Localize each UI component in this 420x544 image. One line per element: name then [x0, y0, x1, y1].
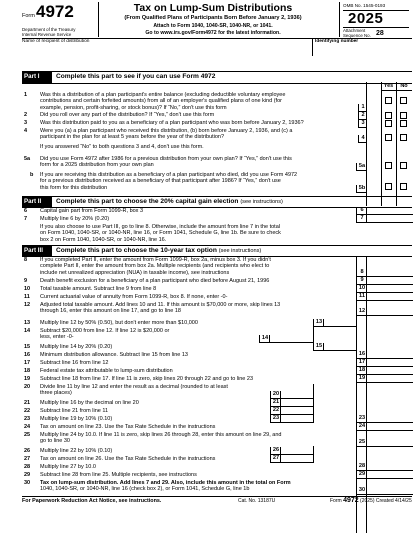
line-20-amount[interactable]: [280, 391, 314, 399]
line-30-text-b: 1040, 1040-SR, or 1040-NR, line 16 (check box 2), or Form 1041, Schedule G, line 1b: [40, 486, 250, 493]
line-30-num: 30: [24, 480, 31, 486]
line-5b-yes-checkbox[interactable]: [385, 183, 392, 190]
line-2-yes-checkbox[interactable]: [385, 112, 392, 119]
line-20-text: [40, 384, 228, 397]
part3-title-wrap: [56, 246, 261, 256]
footer-form-ref: [330, 497, 412, 504]
line-13-num: 13: [24, 320, 31, 326]
line-4-text-a: Were you (a) a plan participant who received this distribution, (b) born before January 2, 1936, and (c) a: [40, 128, 293, 134]
yesno-rule: [381, 90, 412, 91]
line-5a-text-b: form for a 2025 distribution from your own plan: [40, 162, 154, 169]
line-23-num: 23: [24, 416, 31, 422]
line-1-text: [40, 92, 285, 111]
line-29-amount[interactable]: [366, 471, 413, 479]
line-2-box: 2: [358, 112, 367, 120]
line-8-text: [40, 257, 271, 276]
line-28-num: 28: [24, 464, 31, 470]
form-subtitle: (From Qualified Plans of Participants Born Before January 2, 1936): [124, 15, 302, 21]
line-1-yes-checkbox[interactable]: [385, 97, 392, 104]
line-11-text: Current actuarial value of annuity from Form 1099-R, box 8. If none, enter -0-: [40, 294, 228, 300]
line-2-num: 2: [24, 112, 28, 118]
line-22-text: Subtract line 21 from line 11: [40, 408, 109, 414]
part2-title-note: (see instructions): [240, 199, 283, 205]
line-6-num: 6: [24, 208, 28, 214]
line-1-text-c: example, pension, profit-sharing, or stock bonus)? If “No,” don't use this form: [40, 104, 227, 111]
line-19-amount[interactable]: [366, 375, 413, 383]
line-20: [22, 384, 412, 398]
line-23-divider: [313, 414, 314, 422]
line-5b-no-checkbox[interactable]: [400, 183, 407, 190]
line-25-text-b: go to line 30: [40, 438, 70, 445]
line-9-amount[interactable]: [366, 277, 413, 285]
line-8-text-b: complete Part II, enter the amount from box 2a. Multiple recipients (and recipients who elect to: [40, 263, 270, 270]
line-12: [22, 302, 412, 316]
line-14-text: [40, 328, 169, 341]
part2-note-c: box 2 on Form 1040, 1040-SR, or 1040-NR, line 16.: [40, 236, 167, 243]
part3-tag: Part III: [22, 246, 52, 256]
line-23-box: 23: [270, 415, 281, 423]
sequence-label: Sequence No.: [343, 33, 371, 38]
line-6-text: Capital gain part from Form 1099-R, box 3: [40, 208, 144, 214]
line-17-amount[interactable]: [366, 359, 413, 367]
line-5a: [22, 156, 412, 170]
line-11-num: 11: [24, 294, 30, 300]
line-9-text: Death benefit exclusion for a beneficiary of a plan participant who died before August 21, 1996: [40, 278, 270, 284]
footer-cat-no: Cat. No. 13187U: [238, 498, 276, 504]
line-21-box: 21: [270, 399, 281, 407]
line-30: [22, 480, 412, 494]
part2-title: Complete this part to choose the 20% capital gain election: [56, 198, 239, 205]
line-10-num: 10: [24, 286, 31, 292]
footer-form-number: 4972: [343, 497, 359, 504]
line-6-amount[interactable]: [366, 207, 413, 215]
line-28-amount[interactable]: [366, 463, 413, 471]
line-1: [22, 92, 412, 112]
line-22-num: 22: [24, 408, 31, 414]
line-5b: [22, 172, 412, 192]
line-17-num: 17: [24, 360, 31, 366]
line-18-text: Federal estate tax attributable to lump-sum distribution: [40, 368, 173, 374]
line-20-text-a: Divide line 11 by line 12 and enter the result as a decimal (rounded to at least: [40, 384, 228, 390]
omb-number: OMB No. 1545-0193: [343, 3, 386, 8]
line-5a-num: 5a: [24, 156, 31, 162]
line-18-box: 18: [356, 367, 367, 375]
irs-label: Internal Revenue Service: [22, 32, 72, 37]
line-17-text: Subtract line 16 from line 12: [40, 360, 109, 366]
line-3-no-checkbox[interactable]: [400, 120, 407, 127]
part3-title: Complete this part to choose the 10-year tax option: [56, 247, 217, 254]
part2-note-a: If you also choose to use Part III, go to line 8. Otherwise, include the amount from line 7 in the total: [40, 224, 280, 230]
line-15-amount[interactable]: [323, 343, 357, 351]
line-6-box: 6: [356, 207, 367, 215]
line-23-right-amount[interactable]: [366, 415, 413, 423]
part2-note-text: [40, 224, 281, 243]
line-24-amount[interactable]: [366, 423, 413, 431]
line-1-no-checkbox[interactable]: [400, 97, 407, 104]
line-13-amount[interactable]: [323, 319, 357, 327]
line-19-num: 19: [24, 376, 31, 382]
part2-note-b: on Form 1040, 1040-SR, or 1040-NR, line 16, or Form 1041, Schedule G, line 1b. Be sure to check: [40, 230, 281, 237]
line-28-text: Multiply line 27 by 10.0: [40, 464, 96, 470]
line-25-text: [40, 432, 281, 445]
line-30-amount[interactable]: [366, 487, 413, 495]
form-number: 4972: [36, 2, 74, 21]
line-24-num: 24: [24, 424, 31, 430]
line-10-amount[interactable]: [366, 285, 413, 293]
line-15-num: 15: [24, 344, 31, 350]
line-14-amount[interactable]: [269, 335, 314, 343]
line-8: [22, 257, 412, 277]
line-8-amount[interactable]: [366, 269, 413, 277]
line-23-text: Multiply line 19 by 10% (0.10): [40, 416, 113, 422]
line-29-box: 29: [356, 471, 367, 479]
line-10-box: 10: [356, 285, 367, 293]
line-16-num: 16: [24, 352, 31, 358]
line-13-text: Multiply line 12 by 50% (0.50), but don't enter more than $10,000: [40, 320, 198, 326]
line-3-text: Was this distribution paid to you as a beneficiary of a plan participant who was born before January 2, 1936?: [40, 120, 304, 126]
line-4-no-checkbox[interactable]: [400, 134, 407, 141]
line-27-num: 27: [24, 456, 31, 462]
line-4: [22, 128, 412, 142]
line-8-num: 8: [24, 257, 28, 263]
line-4-yes-checkbox[interactable]: [385, 134, 392, 141]
line-11-amount[interactable]: [366, 293, 413, 301]
line-5a-text: [40, 156, 292, 169]
line-12-text-b: through 16, enter this amount on line 17, and go to line 18: [40, 308, 181, 315]
no-header: No: [400, 83, 408, 89]
line-8-box: 8: [356, 269, 367, 277]
goto-instruction: Go to www.irs.gov/Form4972 for the latest information.: [145, 30, 281, 36]
line-22-amount[interactable]: [280, 407, 314, 415]
line-19-text: Subtract line 18 from line 17. If line 11 is zero, skip lines 20 through 22 and go to line 23: [40, 376, 253, 382]
part1-tag: Part I: [22, 72, 52, 83]
line-19-box: 19: [356, 375, 367, 383]
line-7-box: 7: [356, 215, 367, 223]
line-11-box: 11: [356, 293, 367, 301]
line-16-text: Minimum distribution allowance. Subtract line 15 from line 13: [40, 352, 188, 358]
tax-year: 2025: [348, 10, 384, 27]
line-16-amount[interactable]: [366, 351, 413, 359]
line-14-num: 14: [24, 328, 31, 334]
line-23-amount[interactable]: [280, 415, 314, 423]
line-14-box: 14: [259, 335, 270, 343]
line-8-text-a: If you completed Part II, enter the amount from Form 1099-R, box 2a, minus box 3. If you didn't: [40, 257, 271, 263]
dept-treasury: Department of the Treasury: [22, 27, 76, 32]
line-14-divider: [313, 326, 314, 342]
form-title: Tax on Lump-Sum Distributions: [133, 2, 293, 14]
footer-form-word: Form: [330, 498, 342, 504]
name-field[interactable]: [22, 46, 310, 55]
line-4-text: [40, 128, 292, 141]
line-5a-text-a: Did you use Form 4972 after 1986 for a previous distribution from your own plan? If “Yes,” don't use this: [40, 156, 292, 162]
line-4-box: 4: [358, 135, 367, 143]
line-26-text: Multiply line 22 by 10% (0.10): [40, 448, 113, 454]
part1-title: Complete this part to see if you can use Form 4972: [56, 73, 216, 80]
line-18-num: 18: [24, 368, 31, 374]
sequence-number: 28: [376, 30, 384, 37]
line-29-text: Subtract line 28 from line 25. Multiple recipients, see instructions: [40, 472, 197, 478]
line-25: [22, 432, 412, 446]
line-20-text-b: three places): [40, 390, 72, 397]
line-12-text: [40, 302, 280, 315]
line-26-amount[interactable]: [280, 447, 314, 455]
line-3-num: 3: [24, 120, 28, 126]
footer-form-rest: (2025) Created 4/14/25: [360, 498, 412, 504]
line-21-text: Multiply line 16 by the decimal on line 20: [40, 400, 139, 406]
part3-title-note: (see instructions): [218, 248, 262, 254]
line-10-text: Total taxable amount. Subtract line 9 from line 8: [40, 286, 157, 292]
line-5b-box: 5b: [356, 185, 367, 193]
line-27-text: Tax on amount on line 26. Use the Tax Rate Schedule in the instructions: [40, 456, 216, 462]
line-16-box: 16: [356, 351, 367, 359]
line-15-text: Multiply line 14 by 20% (0.20): [40, 344, 113, 350]
attachment-label: Attachment: [343, 28, 366, 33]
line-8-text-c: include net unrealized appreciation (NUA) in taxable income), see instructions: [40, 269, 230, 276]
part2-tag: Part II: [22, 197, 52, 207]
line-15-box: 15: [313, 343, 324, 351]
form-word: Form: [22, 13, 35, 19]
line-14-text-a: Subtract $20,000 from line 12. If line 12 is $20,000 or: [40, 328, 170, 334]
part1-header: [22, 71, 412, 84]
line-1-text-a: Was this a distribution of a plan participant's entire balance (excluding deductible voluntary employee: [40, 92, 286, 98]
line-5a-box: 5a: [356, 163, 367, 171]
line-12-amount[interactable]: [366, 308, 413, 316]
line-4-num: 4: [24, 128, 28, 134]
attach-instruction: Attach to Form 1040, 1040-SR, 1040-NR, or 1041.: [153, 23, 273, 29]
part2-title-wrap: [56, 197, 283, 207]
name-label: Name of recipient of distribution: [22, 39, 90, 44]
line-4-text-b: participant in the plan for at least 5 years before the year of the distribution?: [40, 134, 225, 141]
line-9-num: 9: [24, 278, 28, 284]
line-12-box: 12: [356, 308, 367, 316]
part1-note-text: If you answered “No” to both questions 3 and 4, don't use this form.: [40, 144, 204, 150]
line-1-box: 1: [358, 104, 367, 112]
line-27-box: 27: [270, 455, 281, 463]
line-5b-text-b: for a previous distribution received as a beneficiary of that participant after 1986? If “Yes,” don't use: [40, 178, 281, 185]
line-5b-text: [40, 172, 297, 191]
name-id-divider: [312, 38, 313, 56]
line-1-num: 1: [24, 92, 28, 98]
line-1-text-b: contributions and certain forfeited amounts) from all of an employer's qualified plans of one kind (for: [40, 98, 282, 105]
line-9-box: 9: [356, 277, 367, 285]
line-28-box: 28: [356, 463, 367, 471]
line-26-box: 26: [270, 447, 281, 455]
line-25-text-a: Multiply line 24 by 10.0. If line 11 is zero, skip lines 26 through 28, enter this amount on line 29, and: [40, 432, 282, 438]
line-18-amount[interactable]: [366, 367, 413, 375]
line-27-amount[interactable]: [280, 455, 314, 463]
line-26-num: 26: [24, 448, 31, 454]
line-21-amount[interactable]: [280, 399, 314, 407]
line-3-yes-checkbox[interactable]: [385, 120, 392, 127]
line-12-num: 12: [24, 302, 31, 308]
line-14-text-b: less, enter -0-: [40, 334, 74, 341]
line-7-num: 7: [24, 216, 28, 222]
line-21-num: 21: [24, 400, 31, 406]
line-5b-text-c: this form for this distribution: [40, 184, 108, 191]
line-29-num: 29: [24, 472, 31, 478]
line-20-num: 20: [24, 384, 31, 390]
line-22-box: 22: [270, 407, 281, 415]
line-13-box: 13: [313, 319, 324, 327]
line-2-text: Did you roll over any part of the distribution? If “Yes,” don't use this form: [40, 112, 215, 118]
part3-header: [22, 245, 412, 257]
line-14: [22, 328, 412, 342]
line-23-right-box: 23: [356, 415, 367, 423]
line-17-box: 17: [356, 359, 367, 367]
line-25-box: 25: [356, 439, 367, 447]
line-30-box: 30: [356, 487, 367, 495]
part2-header: [22, 196, 412, 208]
id-label: Identifying number: [315, 39, 359, 44]
id-field[interactable]: [315, 46, 410, 55]
yes-header: Yes: [383, 83, 394, 89]
line-5a-no-checkbox[interactable]: [400, 162, 407, 169]
line-20-box: 20: [270, 391, 281, 399]
line-5b-num: b: [30, 172, 34, 178]
line-30-text-a: Tax on lump-sum distribution. Add lines 7 and 29. Also, include this amount in the total on Form: [40, 480, 291, 486]
line-25-amount[interactable]: [366, 439, 413, 447]
line-30-text: [40, 480, 291, 493]
line-5b-text-a: If you are receiving this distribution as a beneficiary of a plan participant who died, did you use Form 4972: [40, 172, 298, 178]
line-5a-yes-checkbox[interactable]: [385, 162, 392, 169]
line-7-amount[interactable]: [366, 215, 413, 223]
part2-note: [22, 224, 412, 244]
line-25-num: 25: [24, 432, 31, 438]
header-divider-right: [339, 2, 340, 37]
line-7-text: Multiply line 6 by 20% (0.20): [40, 216, 110, 222]
line-2-no-checkbox[interactable]: [400, 112, 407, 119]
footer-paperwork: For Paperwork Reduction Act Notice, see instructions.: [22, 498, 162, 504]
line-24-box: 24: [356, 423, 367, 431]
line-12-text-a: Adjusted total taxable amount. Add lines 10 and 11. If this amount is $70,000 or more, skip lines 13: [40, 302, 281, 308]
line-24-text: Tax on amount on line 23. Use the Tax Rate Schedule in the instructions: [40, 424, 216, 430]
line-3-box: 3: [358, 120, 367, 128]
